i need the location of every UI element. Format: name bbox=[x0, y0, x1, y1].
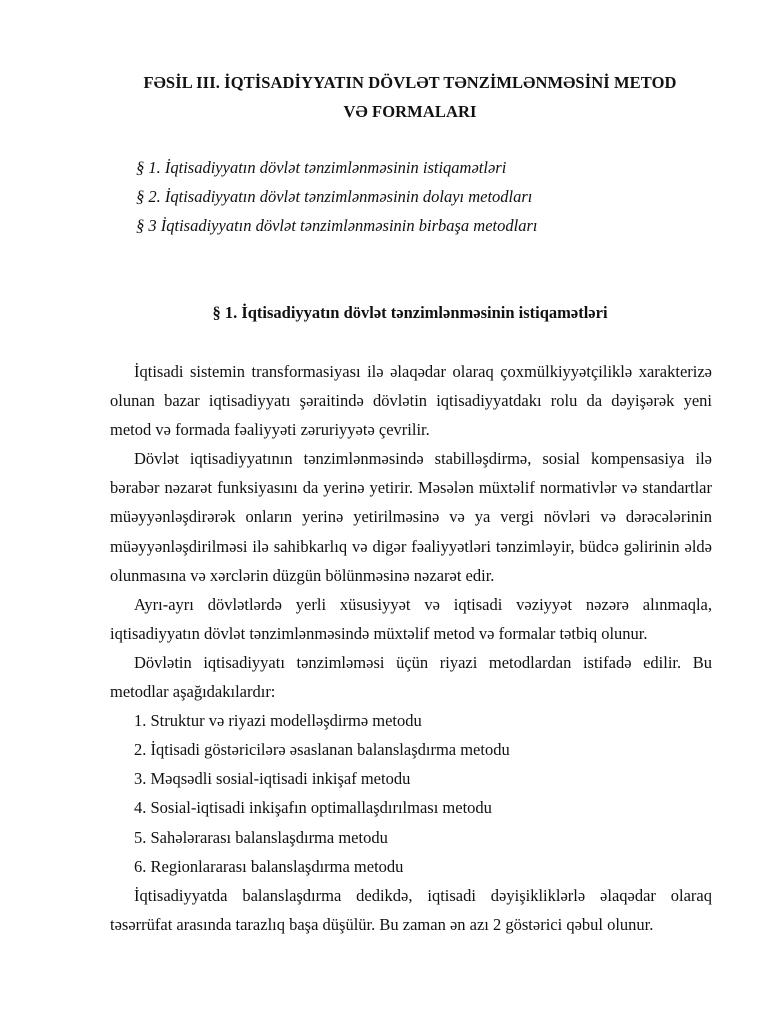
paragraph-4: Dövlətin iqtisadiyyatı tənzimləməsi üçün riyazi metodlardan istifadə edilir. Bu metodlar aşağıdakılardır: bbox=[110, 652, 712, 702]
closing-paragraph: İqtisadiyyatda balanslaşdırma dedikdə, iqtisadi dəyişikliklərlə əlaqədar olaraq təsərrüfat arasında tarazlıq başa düşülür. Bu zaman ən azı 2 göstərici qəbul olunur. bbox=[110, 885, 712, 934]
body-text bbox=[110, 357, 712, 939]
method-item-2: 2. İqtisadi göstəricilərə əsaslanan balanslaşdırma metodu bbox=[134, 740, 510, 760]
method-item-6: 6. Regionlararası balanslaşdırma metodu bbox=[134, 856, 404, 876]
paragraph-1: İqtisadi sistemin transformasiyası ilə əlaqədar olaraq çoxmülkiyyətçiliklə xarakterizə olunan bazar iqtisadiyyatı şəraitində dövlətin iqtisadiyyatdakı rolu da dəyişərək yeni metod və formada fəaliyyəti zəruriyyətə çevrilir. bbox=[110, 362, 712, 440]
method-item-5: 5. Sahələrarası balanslaşdırma metodu bbox=[134, 827, 388, 847]
chapter-title-line-1: FƏSİL III. İQTİSADİYYATIN DÖVLƏT TƏNZİMLƏNMƏSİNİ METOD bbox=[143, 73, 677, 92]
toc-item-2: § 2. İqtisadiyyatın dövlət tənzimlənməsinin dolayı metodları bbox=[136, 187, 533, 206]
toc-item-3: § 3 İqtisadiyyatın dövlət tənzimlənməsinin birbaşa metodları bbox=[136, 216, 538, 235]
methods-list bbox=[110, 706, 712, 881]
chapter-title bbox=[100, 68, 720, 126]
chapter-title-line-2: VƏ FORMALARI bbox=[343, 102, 477, 121]
paragraph-3: Ayrı-ayrı dövlətlərdə yerli xüsusiyyət və iqtisadi vəziyyət nəzərə alınmaqla, iqtisadiyyatın dövlət tənzimlənməsində müxtəlif metod və formalar tətbiq olunur. bbox=[110, 594, 712, 643]
section-heading: § 1. İqtisadiyyatın dövlət tənzimlənməsinin istiqamətləri bbox=[212, 303, 608, 322]
paragraph-2: Dövlət iqtisadiyyatının tənzimlənməsində stabilləşdirmə, sosial kompensasiya ilə bərabər nəzarət funksiyasını da yerinə yetirir. Məsələn müxtəlif normativlər və standartlar müəyyənləşdirərək onların yerinə yetirilməsinə və ya vergi növləri və dərəcələrinin müəyyənləşdirilməsi ilə sahibkarlıq və digər fəaliyyətləri tənzimləyir, büdcə gəlirinin əldə olunmasına və xərclərin düzgün bölünməsinə nəzarət edir. bbox=[110, 449, 712, 585]
chapter-contents bbox=[136, 153, 716, 240]
toc-item-1: § 1. İqtisadiyyatın dövlət tənzimlənməsinin istiqamətləri bbox=[136, 158, 507, 177]
method-item-3: 3. Məqsədli sosial-iqtisadi inkişaf metodu bbox=[134, 769, 411, 789]
method-item-4: 4. Sosial-iqtisadi inkişafın optimallaşdırılması metodu bbox=[134, 798, 492, 818]
method-item-1: 1. Struktur və riyazi modelləşdirmə metodu bbox=[134, 711, 422, 731]
